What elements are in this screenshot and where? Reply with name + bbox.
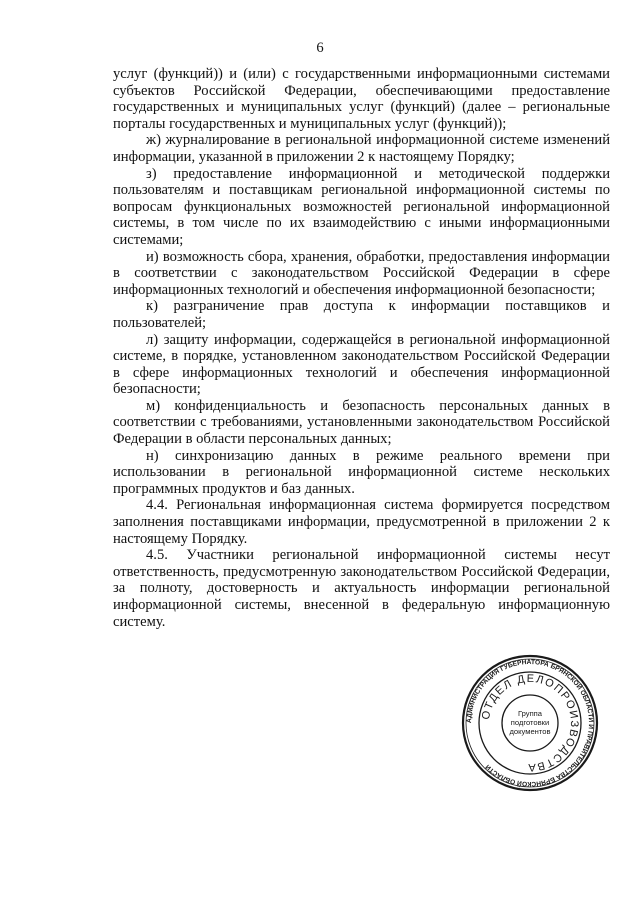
paragraph-item-n: н) синхронизацию данных в режиме реального времени при использовании в региональной информационной системе нескольких программных продуктов и баз данных. [113, 447, 610, 497]
paragraph-item-k: к) разграничение прав доступа к информации поставщиков и пользователей; [113, 298, 610, 331]
stamp-center-line-1: Группа [517, 709, 543, 718]
paragraph-item-m: м) конфиденциальность и безопасность персональных данных в соответствии с требованиями, установленными законодательством Российской Федерации в области персональных данных; [113, 397, 610, 448]
document-body [113, 66, 610, 630]
page-number: 6 [316, 40, 324, 56]
stamp-center-line-2: подготовки [510, 718, 550, 727]
office-seal-stamp [460, 653, 600, 793]
paragraph-item-zh: ж) журналирование в региональной информационной системе изменений информации, указанной в приложении 2 к настоящему Порядку; [113, 132, 610, 165]
stamp-outer-text: АДМИНИСТРАЦИЯ ГУБЕРНАТОРА БРЯНСКОЙ ОБЛАСТИ И ПРАВИТЕЛЬСТВА БРЯНСКОЙ ОБЛАСТИ [465, 658, 595, 788]
stamp-inner-text: ОТДЕЛ ДЕЛОПРОИЗВОДСТВА [479, 672, 581, 774]
paragraph-4-4: 4.4. Региональная информационная система формируется посредством заполнения поставщиками информации, предусмотренной в приложении 2 к настоящему Порядку. [113, 497, 610, 547]
paragraph-item-l: л) защиту информации, содержащейся в региональной информационной системе, в порядке, установленном законодательством Российской Федерации в сфере информационных технологий и обеспечения информационной безопасности; [113, 331, 610, 398]
paragraph-continuation: услуг (функций)) и (или) с государственными информационными системами субъектов Российской Федерации, обеспечивающими предоставление государственных и муниципальных услуг (функций) (далее – региональные порталы государственных и муниципальных услуг (функций)); [113, 66, 610, 132]
stamp-center-line-3: документов [509, 727, 551, 736]
paragraph-4-5: 4.5. Участники региональной информационной системы несут ответственность, предусмотренную законодательством Российской Федерации, за полноту, достоверность и актуальность информации региональной информационной системы, внесенной в федеральную информационную систему. [113, 547, 610, 630]
paragraph-item-i: и) возможность сбора, хранения, обработки, предоставления информации в соответствии с законодательством Российской Федерации в сфере информационных технологий и обеспечения информационной безопасности; [113, 248, 610, 298]
paragraph-item-z: з) предоставление информационной и методической поддержки пользователям и поставщикам региональной информационной системы по вопросам функциональных возможностей региональной информационной системы, в том числе по их взаимодействию с иными информационными системами; [113, 165, 610, 248]
